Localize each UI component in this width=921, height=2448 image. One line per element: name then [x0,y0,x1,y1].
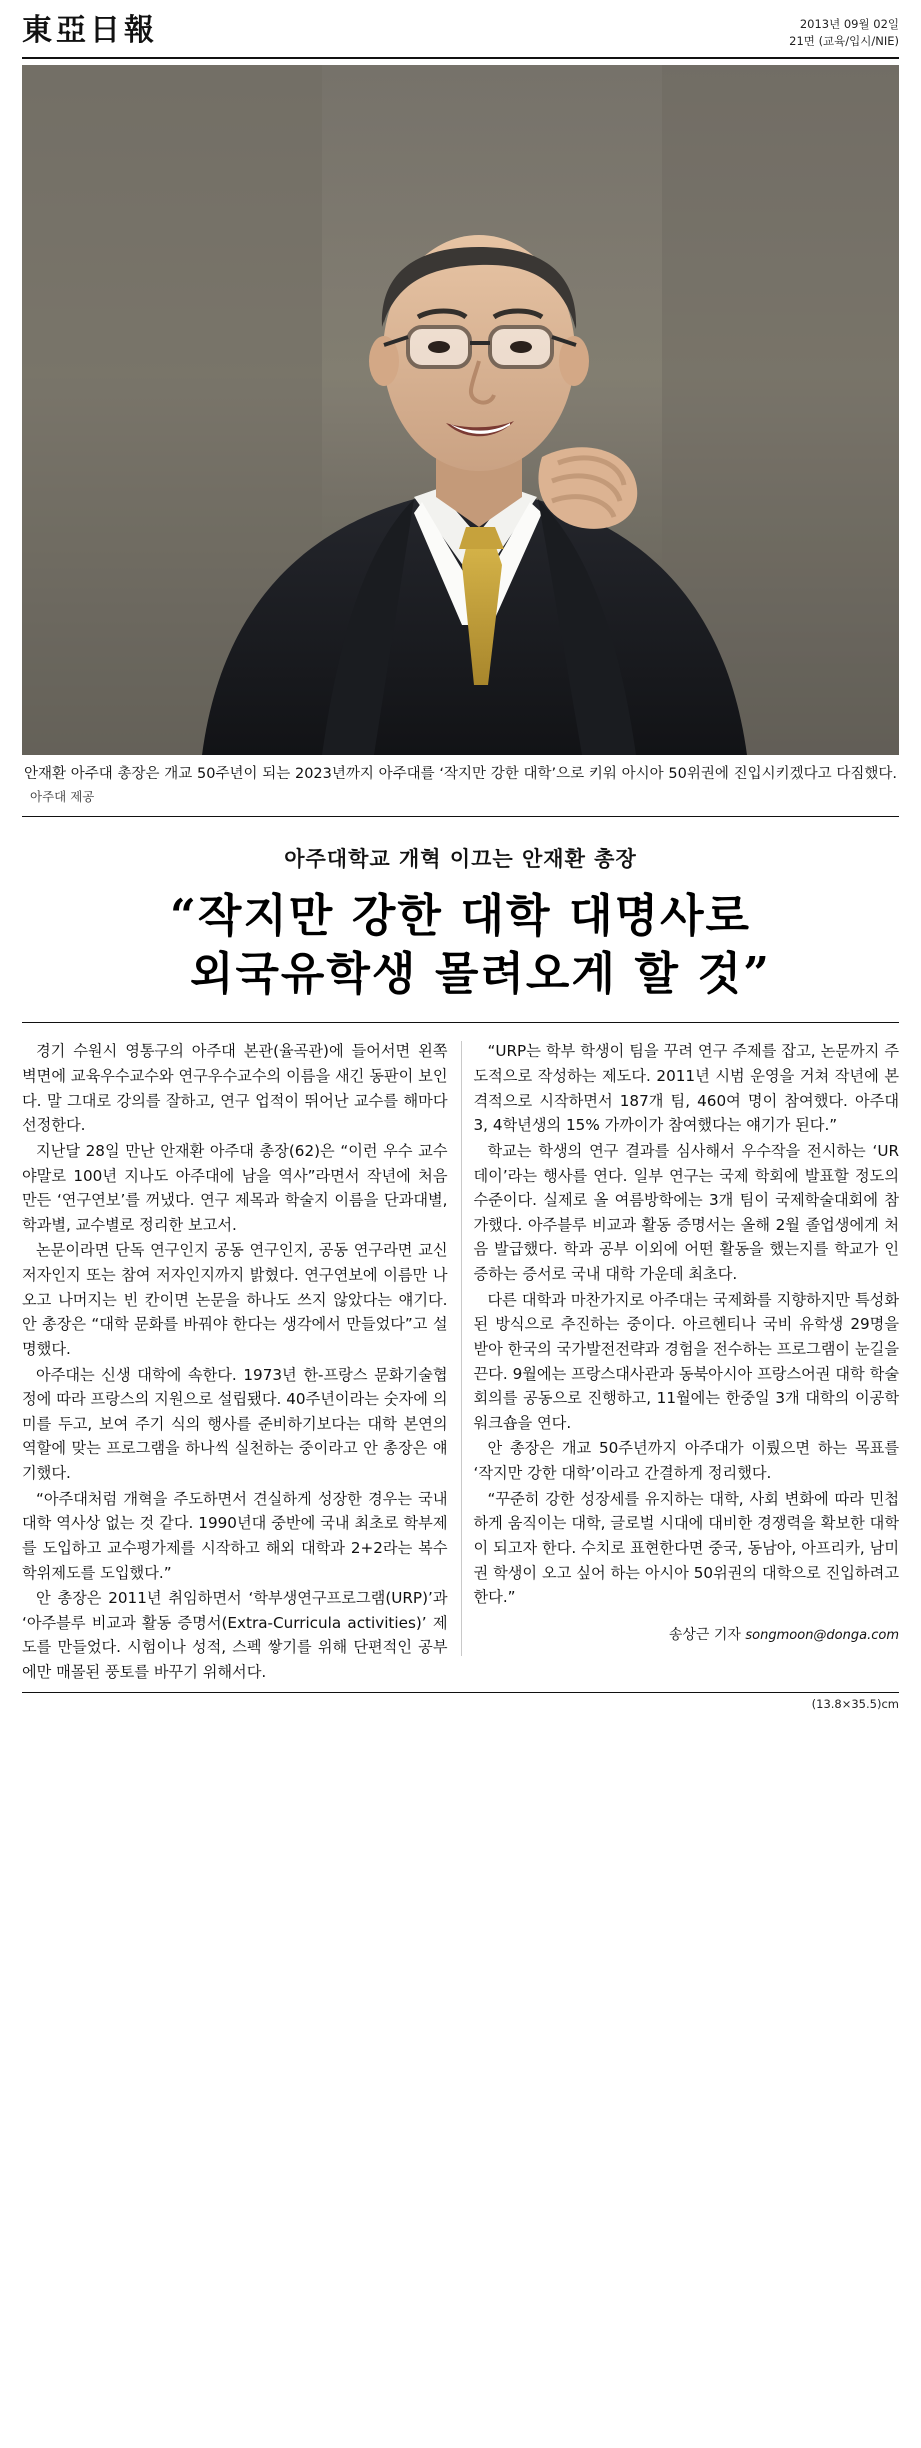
article-kicker: 아주대학교 개혁 이끄는 안재환 총장 [284,846,637,872]
article-column-right [474,1039,900,1685]
article-body [22,1039,899,1685]
headline-line-1: “작지만 강한 대학 대명사로 [169,889,752,943]
page-section-info: 21면 (교육/입시/NIE) [789,33,899,48]
paragraph: “아주대처럼 개혁을 주도하면서 견실하게 성장한 경우는 국내 대학 역사상 없는 것 같다. 1990년대 중반에 국내 최초로 학부제를 도입하고 교수평가제를 시작하고 해외 대학과 2+2라는 복수학위제도를 도입했다.” [22,1489,448,1582]
paragraph: “꾸준히 강한 성장세를 유지하는 대학, 사회 변화에 따라 민첩하게 움직이는 대학, 글로벌 시대에 대비한 경쟁력을 확보한 대학이 되고자 한다. 수치로 표현한다면 중국, 동남아, 아프리카, 남미권 학생이 오고 싶어 하는 아시아 50위권의 대학으로 진입하려고 한다.” [473,1489,899,1607]
paragraph: 안 총장은 개교 50주년까지 아주대가 이뤘으면 하는 목표를 ‘작지만 강한 대학’이라고 간결하게 정리했다. [473,1439,899,1483]
footer-divider [22,1692,899,1693]
byline-email[interactable]: songmoon@donga.com [745,1627,899,1643]
paragraph: “URP는 학부 학생이 팀을 꾸려 연구 주제를 잡고, 논문까지 주도적으로 작성하는 제도다. 2011년 시범 운영을 거쳐 작년에 본격적으로 시작하면서 187개 팀, 460여 명이 참여했다. 아주대 3, 4학년생의 15% 가까이가 참여했다는 얘기가 된다.” [473,1042,899,1135]
masthead-divider [22,57,899,59]
paragraph: 학교는 학생의 연구 결과를 심사해서 우수작을 전시하는 ‘UR 데이’라는 행사를 연다. 일부 연구는 국제 학회에 발표할 정도의 수준이다. 실제로 올 여름방학에는 3개 팀이 국제학술대회에 참가했다. 아주블루 비교과 활동 증명서는 올해 2월 졸업생에게 처음 발급했다. 학과 공부 이외에 어떤 활동을 했는지를 학교가 인증하는 증서로 국내 대학 가운데 최초다. [473,1141,899,1284]
photo-caption [22,755,899,812]
masthead [22,10,899,55]
paragraph: 다른 대학과 마찬가지로 아주대는 국제화를 지향하지만 특성화된 방식으로 추진하는 중이다. 아르헨티나 국비 유학생 29명을 받아 한국의 국가발전전략과 경험을 전수하는 프로그램이 눈길을 끈다. 9월에는 프랑스대사관과 동북아시아 프랑스어권 대학 학술회의를 공동으로 진행하고, 11월에는 한중일 3개 대학의 이공학 워크숍을 연다. [473,1290,899,1432]
paragraph: 아주대는 신생 대학에 속한다. 1973년 한-프랑스 문화기술협정에 따라 프랑스의 지원으로 설립됐다. 40주년이라는 숫자에 의미를 두고, 보여 주기 식의 행사를 준비하기보다는 대학 본연의 역할에 맞는 프로그램을 하나씩 실천하는 중이라고 안 총장은 얘기했다. [22,1365,448,1483]
photo-block [22,65,899,812]
photo-credit: 아주대 제공 [30,788,95,804]
byline-reporter: 송상근 기자 [668,1626,741,1643]
caption-divider [22,816,899,817]
article-column-left [22,1039,448,1685]
clipping-size-note: (13.8×35.5)cm [811,1696,899,1711]
photo-caption-text: 안재환 아주대 총장은 개교 50주년이 되는 2023년까지 아주대를 ‘작지만 강한 대학’으로 키워 아시아 50위권에 진입시키겠다고 다짐했다. [24,766,897,783]
president-portrait-photo [22,65,899,755]
byline [474,1624,900,1647]
masthead-meta [789,14,899,49]
publication-date: 2013년 09월 02일 [799,17,899,31]
headline-divider [22,1022,899,1023]
headline-line-2: 외국유학생 몰려오게 할 것” [189,946,772,1000]
paragraph: 지난달 28일 만난 안재환 아주대 총장(62)은 “이런 우수 교수야말로 100년 지나도 아주대에 남을 역사”라면서 작년에 처음 만든 ‘연구연보’를 꺼냈다. 연구 제목과 학술지 이름을 단과대별, 학과별, 교수별로 정리한 보고서. [22,1141,448,1234]
paragraph: 논문이라면 단독 연구인지 공동 연구인지, 공동 연구라면 교신 저자인지 또는 참여 저자인지까지 밝혔다. 연구연보에 이름만 나오고 나머지는 빈 칸이면 논문을 하나도 쓰지 않았다는 얘기다. 안 총장은 “대학 문화를 바꿔야 한다는 생각에서 만들었다”고 설명했다. [22,1241,448,1358]
paragraph: 안 총장은 2011년 취임하면서 ‘학부생연구프로그램(URP)’과 ‘아주블루 비교과 활동 증명서(Extra-Curricula activities)’ 제도를 만들었다. 시험이나 성적, 스펙 쌓기를 위해 단편적인 공부에만 매몰된 풍토를 바꾸기 위해서다. [22,1589,448,1682]
newspaper-logo: 東亞日報 [22,13,158,48]
article-headline [22,887,899,1002]
paragraph: 경기 수원시 영통구의 아주대 본관(율곡관)에 들어서면 왼쪽 벽면에 교육우수교수와 연구우수교수의 이름을 새긴 동판이 보인다. 말 그대로 강의를 잘하고, 연구 업적이 뛰어난 교수를 해마다 선정한다. [22,1042,448,1135]
